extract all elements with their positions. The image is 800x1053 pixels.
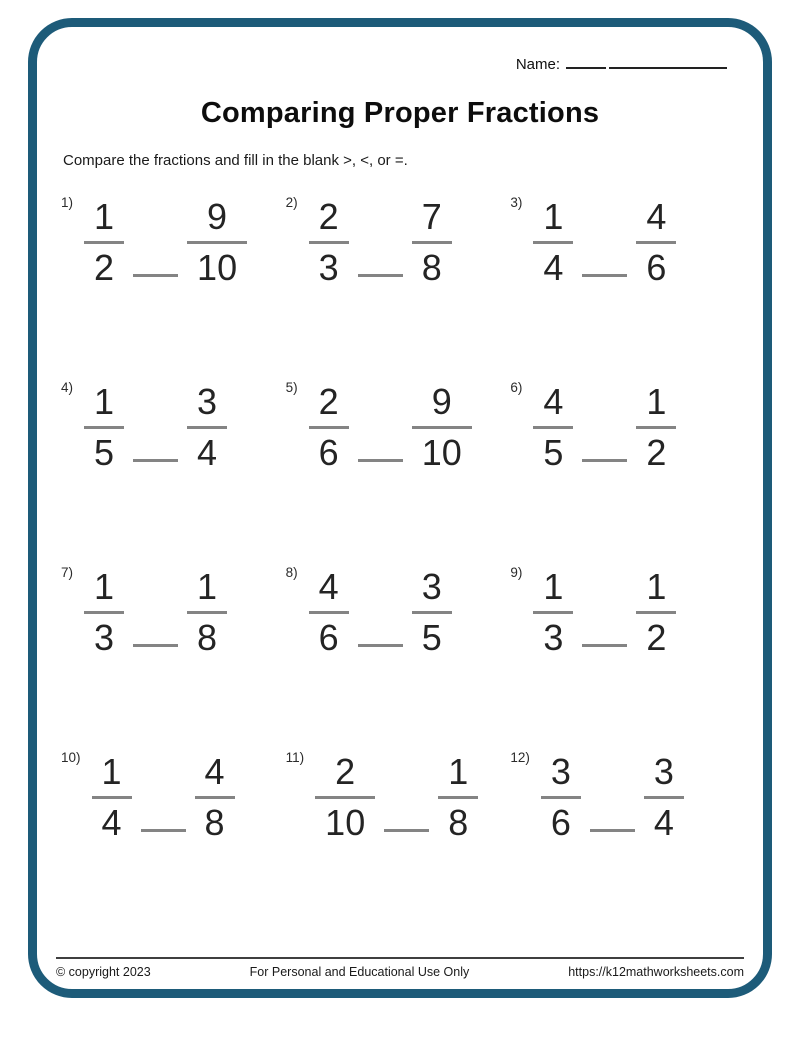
problem-2 [285,195,511,288]
fraction-pair [309,566,452,658]
left-fraction [92,751,132,843]
denominator: 6 [646,247,667,288]
denominator: 4 [101,802,122,843]
usage-text: For Personal and Educational Use Only [249,965,470,979]
problem-number: 2) [285,195,298,210]
problem-4 [61,380,286,473]
left-fraction [315,751,375,843]
fraction-pair [533,196,676,288]
footer-divider [56,957,744,959]
numerator: 4 [309,569,349,614]
name-fill-in-line[interactable] [566,53,606,69]
problem-number: 9) [510,565,523,580]
right-fraction [636,566,676,658]
answer-blank[interactable] [133,459,178,462]
numerator: 3 [644,754,684,799]
right-fraction [187,196,247,288]
name-label: Name: [515,56,560,73]
denominator: 8 [421,247,442,288]
left-fraction [309,566,349,658]
problems-grid [37,195,763,843]
fraction-pair [541,751,684,843]
numerator: 3 [187,384,227,429]
answer-blank[interactable] [590,829,635,832]
answer-blank[interactable] [141,829,186,832]
fraction-pair [84,196,247,288]
numerator: 4 [195,754,235,799]
name-fill-in-line[interactable] [609,53,727,69]
left-fraction [309,196,349,288]
denominator: 8 [204,802,225,843]
denominator: 2 [94,247,115,288]
left-fraction [541,751,581,843]
problem-number: 7) [61,565,74,580]
problem-number: 3) [510,195,523,210]
denominator: 5 [543,432,564,473]
problem-7 [61,565,286,658]
problem-6 [510,380,735,473]
answer-blank[interactable] [358,644,403,647]
denominator: 4 [197,432,218,473]
numerator: 1 [187,569,227,614]
numerator: 1 [92,754,132,799]
numerator: 1 [636,569,676,614]
denominator: 6 [550,802,571,843]
left-fraction [533,566,573,658]
numerator: 7 [412,199,452,244]
problem-number: 4) [61,380,74,395]
problem-5 [285,380,511,473]
numerator: 2 [309,384,349,429]
denominator: 3 [543,617,564,658]
answer-blank[interactable] [582,459,627,462]
denominator: 8 [197,617,218,658]
left-fraction [309,381,349,473]
problem-9 [510,565,735,658]
name-row [37,53,763,73]
left-fraction [84,566,124,658]
numerator: 9 [187,199,247,244]
problem-3 [510,195,735,288]
problem-number: 11) [285,750,305,765]
denominator: 4 [653,802,674,843]
denominator: 10 [421,432,462,473]
numerator: 1 [636,384,676,429]
left-fraction [84,381,124,473]
denominator: 6 [318,432,339,473]
right-fraction [187,381,227,473]
right-fraction [636,196,676,288]
right-fraction [187,566,227,658]
denominator: 3 [94,617,115,658]
problem-number: 6) [510,380,523,395]
problem-1 [61,195,286,288]
numerator: 1 [533,199,573,244]
left-fraction [533,381,573,473]
right-fraction [412,381,472,473]
copyright-text: © copyright 2023 [56,965,151,979]
answer-blank[interactable] [582,274,627,277]
fraction-pair [315,751,478,843]
problem-number: 12) [510,750,530,765]
denominator: 5 [421,617,442,658]
numerator: 1 [84,384,124,429]
denominator: 6 [318,617,339,658]
page-title: Comparing Proper Fractions [200,97,600,129]
right-fraction [195,751,235,843]
numerator: 2 [309,199,349,244]
fraction-pair [84,566,227,658]
denominator: 10 [197,247,238,288]
numerator: 1 [84,569,124,614]
numerator: 4 [636,199,676,244]
fraction-pair [309,196,452,288]
problem-number: 10) [61,750,81,765]
numerator: 2 [315,754,375,799]
website-link[interactable]: https://k12mathworksheets.com [568,965,744,979]
problem-number: 5) [285,380,298,395]
numerator: 9 [412,384,472,429]
fraction-pair [533,566,676,658]
denominator: 10 [325,802,366,843]
denominator: 4 [543,247,564,288]
left-fraction [84,196,124,288]
numerator: 1 [438,754,478,799]
answer-blank[interactable] [133,274,178,277]
answer-blank[interactable] [582,644,627,647]
answer-blank[interactable] [358,459,403,462]
fraction-pair [309,381,472,473]
denominator: 2 [646,617,667,658]
right-fraction [636,381,676,473]
answer-blank[interactable] [133,644,178,647]
right-fraction [438,751,478,843]
answer-blank[interactable] [384,829,429,832]
fraction-pair [84,381,227,473]
denominator: 5 [94,432,115,473]
left-fraction [533,196,573,288]
right-fraction [412,196,452,288]
footer [37,957,763,989]
worksheet-page-border [28,18,772,998]
problem-11 [285,750,511,843]
denominator: 8 [448,802,469,843]
answer-blank[interactable] [358,274,403,277]
denominator: 3 [318,247,339,288]
numerator: 3 [412,569,452,614]
numerator: 4 [533,384,573,429]
problem-8 [285,565,511,658]
right-fraction [644,751,684,843]
numerator: 1 [533,569,573,614]
fraction-pair [533,381,676,473]
instructions-text: Compare the fractions and fill in the blank >, <, or =. [63,152,408,169]
problem-12 [510,750,735,843]
problem-number: 8) [285,565,298,580]
problem-10 [61,750,286,843]
problem-number: 1) [61,195,74,210]
numerator: 1 [84,199,124,244]
fraction-pair [92,751,235,843]
denominator: 2 [646,432,667,473]
right-fraction [412,566,452,658]
numerator: 3 [541,754,581,799]
